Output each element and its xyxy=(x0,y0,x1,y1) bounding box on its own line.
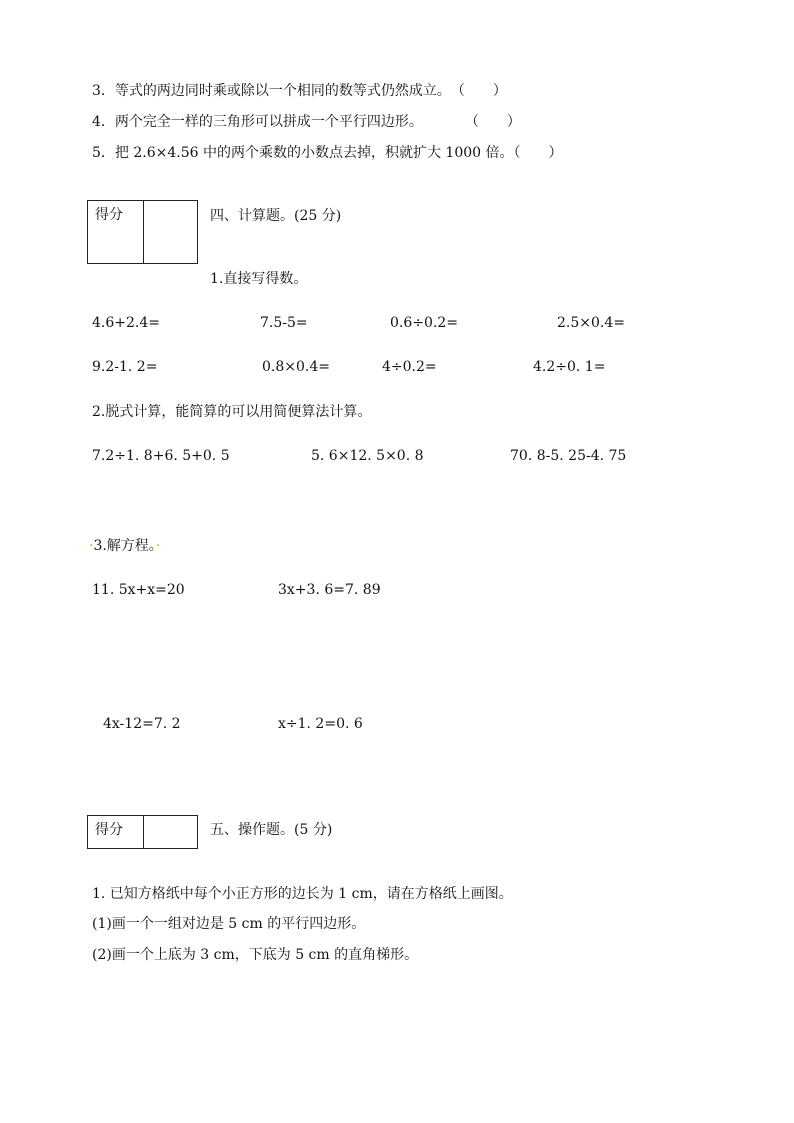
oral-calc-item: 2.5×0.4= xyxy=(557,315,625,331)
score-box-section4 xyxy=(87,200,198,264)
oral-calc-item: 4.2÷0. 1= xyxy=(533,359,606,375)
oral-calc-item: 4÷0.2= xyxy=(382,359,437,375)
q3-title-wrap xyxy=(89,536,160,556)
q2-title: 2.脱式计算，能简算的可以用简便算法计算。 xyxy=(92,404,372,420)
section5-title: 五、操作题。(5 分) xyxy=(210,822,333,838)
oral-calc-item: 0.8×0.4= xyxy=(262,359,330,375)
oral-calc-item: 0.6÷0.2= xyxy=(390,315,458,331)
mark-dot-icon: · xyxy=(155,538,161,554)
score-box-section5 xyxy=(87,815,198,849)
score-label: 得分 xyxy=(88,816,144,848)
section4-title: 四、计算题。(25 分) xyxy=(210,208,342,224)
op-sub-question-2: (2)画一个上底为 3 cm，下底为 5 cm 的直角梯形。 xyxy=(92,947,419,963)
equation-item: 4x-12=7. 2 xyxy=(103,716,181,732)
judge-item-5: 5．把 2.6×4.56 中的两个乘数的小数点去掉，积就扩大 1000 倍。（ ） xyxy=(92,145,563,161)
equation-item: x÷1. 2=0. 6 xyxy=(278,716,363,732)
judge-item-4: 4．两个完全一样的三角形可以拼成一个平行四边形。 （ ） xyxy=(92,114,521,130)
oral-calc-item: 9.2-1. 2= xyxy=(92,359,158,375)
step-calc-item: 7.2÷1. 8+6. 5+0. 5 xyxy=(92,448,230,464)
op-sub-question-1: (1)画一个一组对边是 5 cm 的平行四边形。 xyxy=(92,916,366,932)
equation-item: 11. 5x+x=20 xyxy=(92,582,185,598)
op-question: 1. 已知方格纸中每个小正方形的边长为 1 cm，请在方格纸上画图。 xyxy=(92,886,513,902)
equation-item: 3x+3. 6=7. 89 xyxy=(278,582,381,598)
oral-calc-item: 7.5-5= xyxy=(260,315,308,331)
step-calc-item: 70. 8-5. 25-4. 75 xyxy=(510,448,627,464)
oral-calc-item: 4.6+2.4= xyxy=(92,315,160,331)
judge-item-3: 3．等式的两边同时乘或除以一个相同的数等式仍然成立。 （ ） xyxy=(92,83,507,99)
mark-dot-icon: · xyxy=(89,538,94,554)
q3-title: 3.解方程。 xyxy=(93,538,156,554)
q1-title: 1.直接写得数。 xyxy=(210,271,308,287)
score-label: 得分 xyxy=(88,201,144,263)
step-calc-item: 5. 6×12. 5×0. 8 xyxy=(311,448,424,464)
